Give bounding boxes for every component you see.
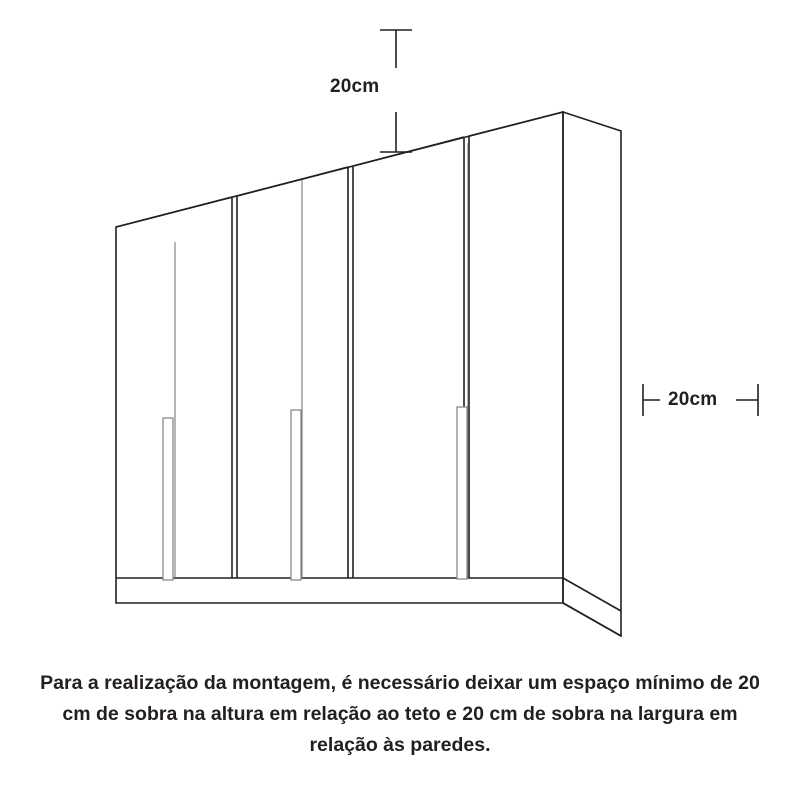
top-dimension-line	[380, 30, 412, 152]
instruction-caption: Para a realização da montagem, é necessário deixar um espaço mínimo de 20 cm de sobra na altura em relação ao teto e 20 cm de sobra na largura em relação às paredes.	[40, 672, 760, 756]
side-clearance-label: 20cm	[668, 389, 718, 410]
wardrobe-bottom-corner	[563, 603, 621, 636]
door-handles	[163, 407, 467, 580]
wardrobe-front-body	[116, 112, 563, 603]
door-grooves	[175, 143, 468, 578]
top-clearance-label: 20cm	[330, 76, 380, 97]
wardrobe-side-panel	[563, 112, 621, 636]
wardrobe-plinth	[116, 578, 621, 611]
door-top-edges	[116, 112, 563, 227]
door-separators	[232, 136, 469, 578]
